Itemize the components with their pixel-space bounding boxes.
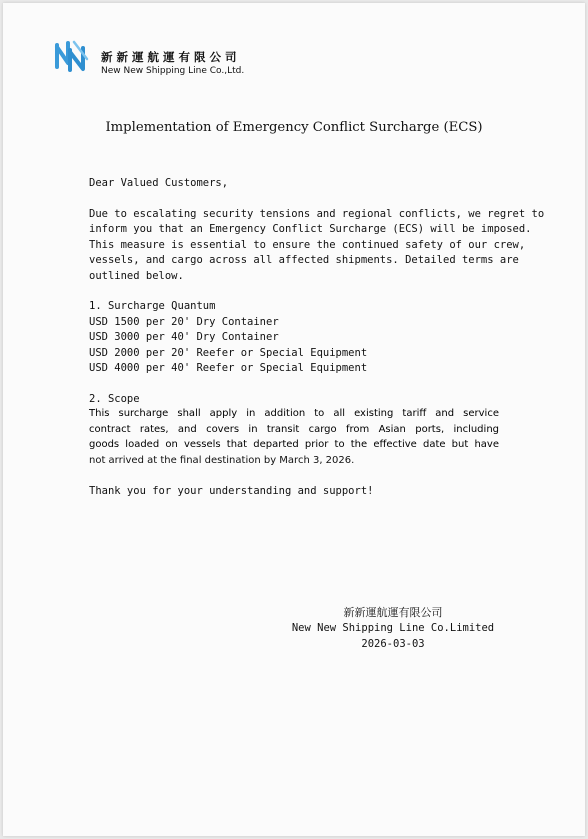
scope-line: contract rates, and covers in transit cargo from Asian ports, including (89, 424, 499, 435)
scope-line: goods loaded on vessels that departed prior to the effective date but have (89, 439, 499, 450)
intro-line: outlined below. (89, 270, 184, 282)
letter-page (3, 3, 585, 836)
section2-heading: 2. Scope (89, 393, 140, 405)
surcharge-item: USD 2000 per 20' Reefer or Special Equipment (89, 347, 368, 359)
scope-line: This surcharge shall apply in addition to all existing tariff and service (89, 408, 499, 419)
surcharge-item: USD 1500 per 20' Dry Container (89, 316, 279, 328)
signature-company-cn: 新新運航運有限公司 (343, 606, 443, 619)
intro-line: vessels, and cargo across all affected shipments. Detailed terms are (89, 254, 519, 266)
intro-line: This measure is essential to ensure the continued safety of our crew, (89, 239, 526, 251)
letterhead-company-cn: 新新運航運有限公司 (101, 50, 241, 64)
signature-company-en: New New Shipping Line Co.Limited (291, 622, 495, 634)
intro-line: inform you that an Emergency Conflict Surcharge (ECS) will be imposed. (89, 223, 532, 235)
intro-line: Due to escalating security tensions and regional conflicts, we regret to (89, 208, 545, 220)
surcharge-item: USD 3000 per 40' Dry Container (89, 331, 279, 343)
letter-title: Implementation of Emergency Conflict Surcharge (ECS) (105, 120, 483, 135)
signature-date: 2026-03-03 (361, 638, 425, 650)
closing-line: Thank you for your understanding and support! (89, 485, 374, 497)
nn-waves-logo-icon (54, 36, 90, 74)
letterhead-company-en: New New Shipping Line Co.,Ltd. (101, 66, 245, 76)
scope-line: not arrived at the final destination by March 3, 2026. (89, 455, 355, 466)
salutation: Dear Valued Customers, (89, 177, 229, 189)
section1-heading: 1. Surcharge Quantum (89, 300, 216, 312)
surcharge-item: USD 4000 per 40' Reefer or Special Equipment (89, 362, 368, 374)
